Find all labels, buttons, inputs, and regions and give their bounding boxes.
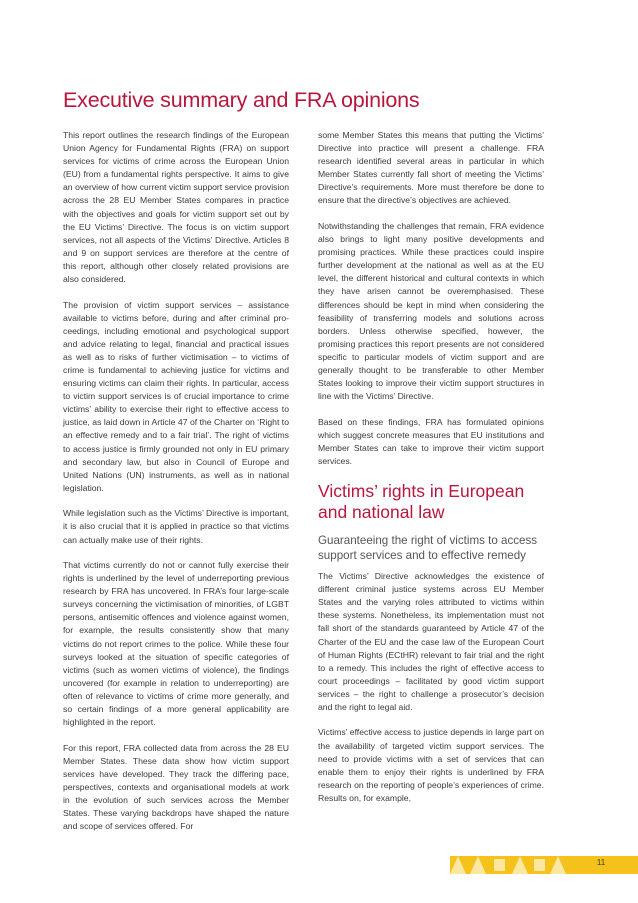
body-paragraph: Based on these findings, FRA has formulated opinions which suggest concrete measures that EU institutions and Member States can take to improve their victim support services. [318, 416, 544, 466]
body-paragraph: This report outlines the research findings of the European Union Agency for Fundamental Rights (FRA) on support services for victims of crime across the European Union (EU) from a fundamental rights perspective. It aims to give an overview of how current victim support service provision across the 28 EU Member States compares in practice with the objectives and goals for victim support set out by the EU Victims’ Directive. The focus is on victim support services, not all aspects of the Victims’ Directive. Articles 8 and 9 on support services are therefore at the centre of this report, although other closely related provisions are also considered. [63, 130, 289, 285]
body-paragraph: While legislation such as the Victims’ Directive is important, it is also crucial that it is applied in practice so that victims can actually make use of their rights. [63, 508, 289, 545]
body-paragraph: The provision of victim support services – assistance available to victims before, during and after criminal proceedings, including emotional and psychological support and advice relating to legal, financial and practical issues as well as to risks of further victimisation – to victims of crime is fundamental to achieving justice for victims and ensuring victims can claim their rights. In particular, access to victim support services is of crucial importance to crime victims’ ability to exercise their right to effective access to justice, as laid down in Article 47 of the Charter on ‘Right to an effective remedy and to a fair trial’. The right of victims to access justice is firmly grounded not only in EU primary and secondary law, but also in Council of Europe and United Nations (UN) instruments, as well as in national legislation. [63, 299, 289, 493]
subsection-heading: Guaranteeing the right of victims to access support services and to effective remedy [318, 534, 538, 562]
body-paragraph: Notwithstanding the challenges that remain, FRA evidence also brings to light many positive developments and promising practices. While these practices could inspire further development at the national as well as at the EU level, the different historical and cultural contexts in which they have arisen cannot be overemphasised. These differences should be kept in mind when considering the feasibility of transferring models and solutions across borders. Unless otherwise specified, however, the promising practices this report presents are not considered specific to particular models of victim support and are generally thought to be transferable to other Member States looking to improve their victim support structures in line with the Victims’ Directive. [318, 220, 544, 402]
body-paragraph: some Member States this means that putting the Victims’ Directive into practice will present a challenge. FRA research identified several areas in particular in which Member States currently fall short of meeting the Victims’ Directive’s requirements. More must therefore be done to ensure that the directive’s objectives are achieved. [318, 130, 544, 206]
left-column [63, 129, 289, 846]
section-heading: Victims’ rights in European and national law [318, 481, 525, 523]
body-paragraph: Victims’ effective access to justice depends in large part on the availability of targeted victim support services. The need to provide victims with a set of services that can enable them to enjoy their rights is underlined by FRA research on the reporting of people’s experiences of crime. Results on, for example, [318, 727, 544, 803]
page-number: 11 [596, 858, 606, 867]
body-paragraph: For this report, FRA collected data from across the 28 EU Member States. These data show how victim support services have developed. They track the differing pace, perspectives, contexts and organisational models at work in the evolution of such services across the Member States. These varying backdrops have shaped the nature and scope of services offered. For [63, 742, 289, 832]
body-paragraph: The Victims’ Directive acknowledges the existence of different criminal justice systems across EU Member States and the varying roles attributed to victims within these systems. Nonetheless, its implementation must not fall short of the standards guaranteed by Article 47 of the Charter of the EU and the case law of the European Court of Human Rights (ECtHR) relevant to fair trial and the right to a remedy. This includes the right of effective access to court proceedings – facilitated by good victim support services – the right to challenge a prosecutor’s decision and the right to legal aid. [318, 571, 544, 712]
page-title: Executive summary and FRA opinions [63, 88, 420, 112]
right-column [318, 129, 544, 817]
body-paragraph: That victims currently do not or cannot fully exercise their rights is underlined by the level of underreporting previous research by FRA has uncovered. In FRA’s four large-scale surveys concerning the victimisation of minorities, of LGBT persons, antisemitic offences and violence against women, for example, the results consistently show that many victims do not report crimes to the police. While these four surveys looked at the situation of specific categories of victims (such as women victims of violence), the findings uncovered (for example in relation to underreporting) are often of relevance to victims of crime more generally, and so certain findings of a more general applicability are highlighted in the report. [63, 559, 289, 728]
